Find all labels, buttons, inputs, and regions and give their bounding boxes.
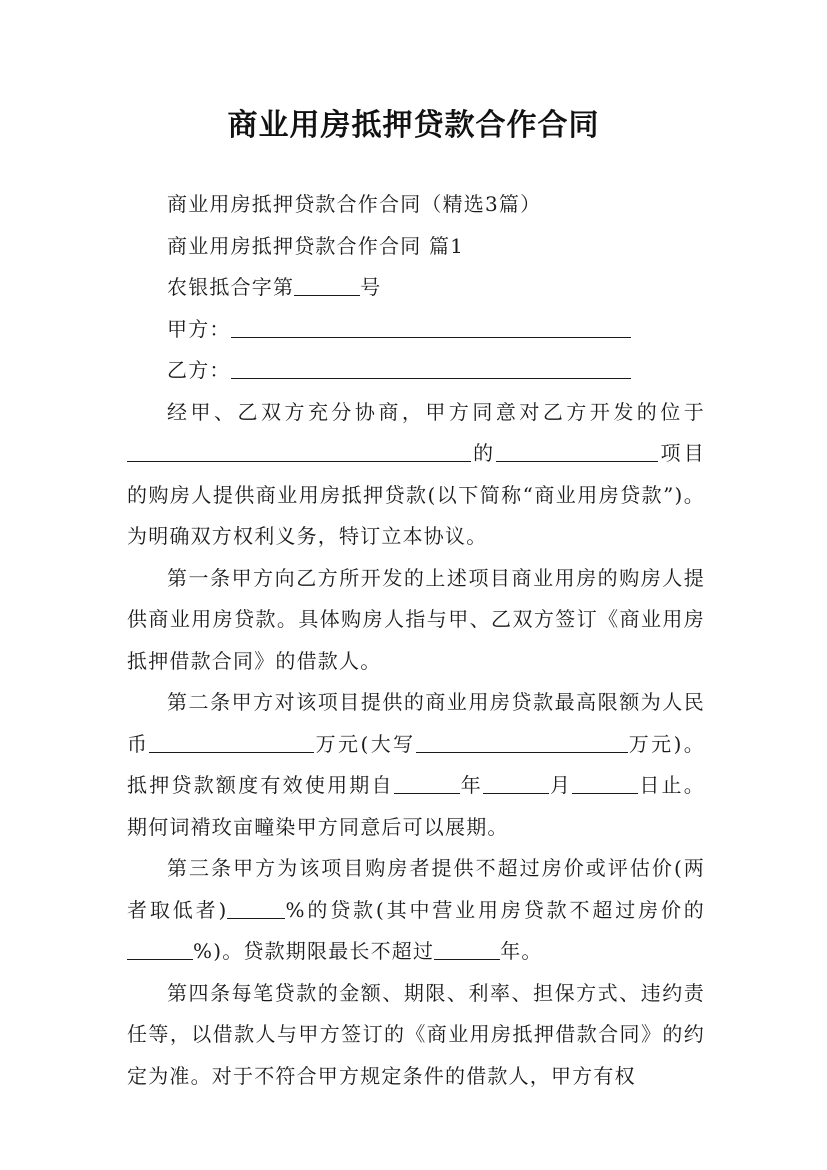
subtitle-text: 商业用房抵押贷款合作合同（精选3篇） <box>167 192 542 216</box>
part-heading-text: 商业用房抵押贷款合作合同 篇1 <box>167 233 465 258</box>
contract-number-blank <box>294 275 360 296</box>
intro-text-1: 经甲、乙双方充分协商，甲方同意对乙方开发的位于 <box>167 399 705 424</box>
article-2-text-f: 日止。期何词褙玫亩疃染甲方同意后可以展期。 <box>127 773 705 839</box>
article-3-text-c: %)。贷款期限最长不超过 <box>193 939 435 963</box>
document-body <box>127 184 705 1097</box>
article-4: 第四条每笔贷款的金额、期限、利率、担保方式、违约责任等，以借款人与甲方签订的《商业用房抵押借款合同》的约定为准。对于不符合甲方规定条件的借款人，甲方有权 <box>127 980 705 1088</box>
year-blank <box>394 773 460 794</box>
article-3-text-d: 年。 <box>500 939 543 963</box>
party-a-line <box>127 309 705 351</box>
intro-text-3: 项目的购房人提供商业用房抵押贷款(以下简称“商业用房贷款”)。为明确双方权利义务，特订立本协议。 <box>127 441 706 548</box>
article-3-text-b: %的贷款(其中营业用房贷款不超过房价的 <box>285 897 706 922</box>
article-3-text-a: 第三条甲方为该项目购房者提供不超过房价或评估价(两者取低者) <box>127 856 705 922</box>
loan-percent-blank <box>227 898 285 919</box>
article-2-text-b: 万元(大写 <box>314 731 416 756</box>
article-2 <box>127 682 705 848</box>
article-3 <box>127 848 705 973</box>
party-b-line <box>127 350 705 392</box>
article-2-text-e: 月 <box>549 773 573 797</box>
business-percent-blank <box>127 939 193 960</box>
document-title: 商业用房抵押贷款合作合同 <box>227 108 600 143</box>
intro-paragraph <box>127 392 705 558</box>
day-blank <box>572 773 638 794</box>
location-blank <box>127 441 471 462</box>
intro-text-2: 的 <box>471 441 497 465</box>
party-b-label: 乙方： <box>167 358 231 382</box>
article-1: 第一条甲方向乙方所开发的上述项目商业用房的购房人提供商业用房贷款。具体购房人指与甲、乙双方签订《商业用房抵押借款合同》的借款人。 <box>127 565 705 673</box>
contract-number-prefix: 农银抵合字第 <box>167 275 295 299</box>
amount-blank <box>149 732 314 753</box>
article-2-text-d: 年 <box>459 773 484 797</box>
term-years-blank <box>434 939 500 960</box>
party-a-blank <box>231 317 631 338</box>
part-heading <box>127 226 705 268</box>
month-blank <box>483 773 549 794</box>
party-a-label: 甲方： <box>167 316 231 341</box>
article-2-text-a: 第二条甲方对该项目提供的商业用房贷款最高限额为人民币 <box>127 690 705 756</box>
subtitle-line <box>127 184 705 226</box>
project-blank <box>496 441 658 462</box>
article-2-text-c: 万元)。抵押贷款额度有效使用期自 <box>127 731 705 797</box>
contract-number-line <box>127 267 705 309</box>
party-b-blank <box>231 358 631 379</box>
amount-words-blank <box>416 732 628 753</box>
contract-number-suffix: 号 <box>360 275 382 299</box>
